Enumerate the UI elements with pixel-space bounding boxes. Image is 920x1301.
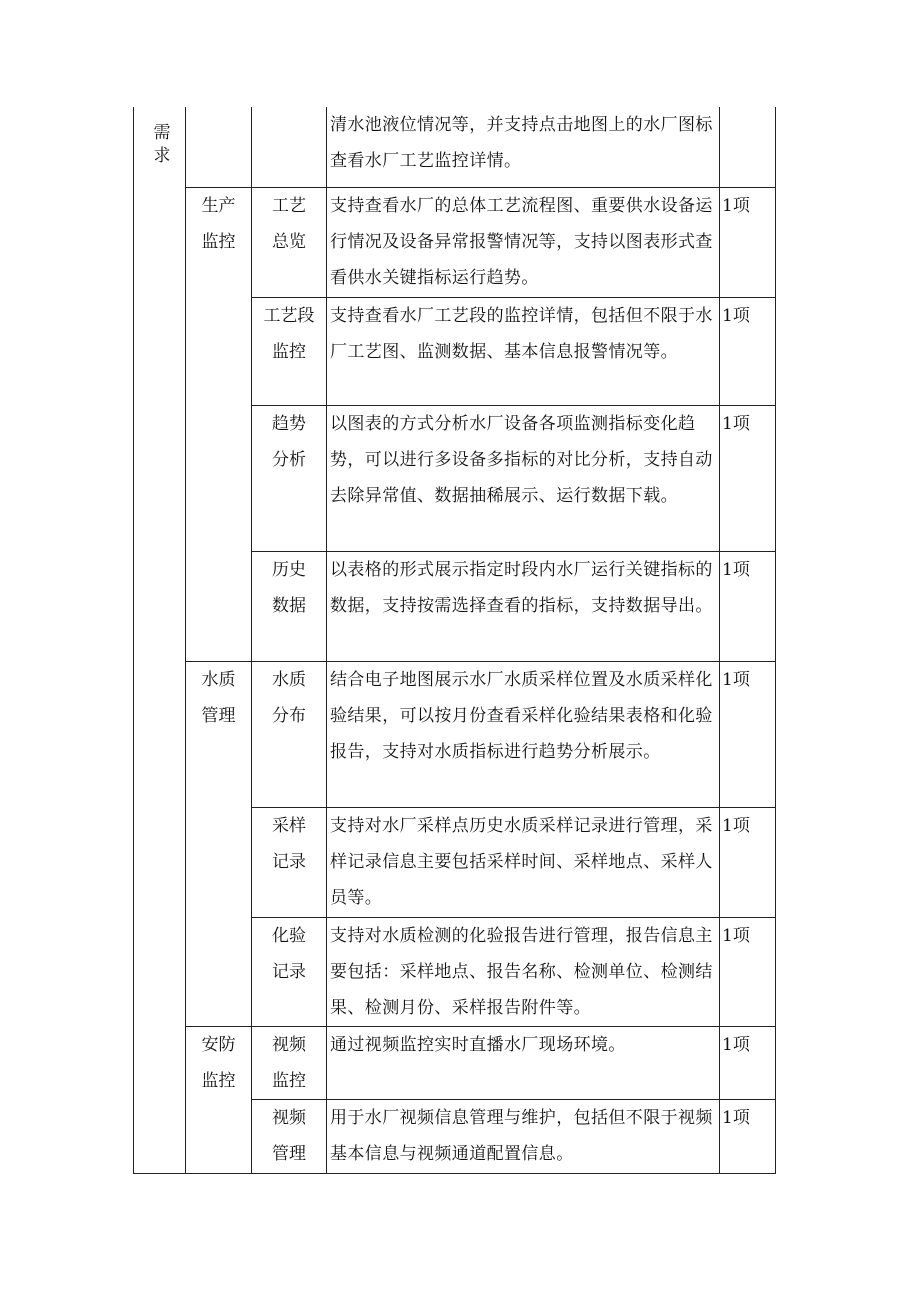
quantity-text: 1项 xyxy=(722,559,750,580)
item-name: 工艺总览 xyxy=(272,195,306,252)
quantity-cell xyxy=(720,1099,776,1173)
item-name-cell xyxy=(252,551,327,661)
quantity-cell xyxy=(720,807,776,917)
description-cell xyxy=(327,107,720,187)
item-name: 趋势分析 xyxy=(272,413,306,470)
item-name: 视频监控 xyxy=(272,1034,306,1091)
item-name-cell xyxy=(252,297,327,405)
description-text: 以表格的形式展示指定时段内水厂运行关键指标的数据，支持按需选择查看的指标，支持数据导出。 xyxy=(330,559,713,616)
description-cell xyxy=(327,297,720,405)
description-cell xyxy=(327,917,720,1026)
description-text: 支持查看水厂的总体工艺流程图、重要供水设备运行情况及设备异常报警情况等，支持以图表形式查看供水关键指标运行趋势。 xyxy=(330,195,713,288)
table-row xyxy=(134,187,776,297)
quantity-cell xyxy=(720,405,776,551)
description-cell xyxy=(327,807,720,917)
item-name-cell xyxy=(252,661,327,807)
group-name: 生产监控 xyxy=(201,195,236,252)
description-text: 支持对水质检测的化验报告进行管理，报告信息主要包括：采样地点、报告名称、检测单位、检测结果、检测月份、采样报告附件等。 xyxy=(330,925,713,1018)
table-row xyxy=(134,661,776,807)
description-cell xyxy=(327,551,720,661)
item-name-cell xyxy=(252,807,327,917)
category-label: 需求 xyxy=(149,123,170,169)
description-text: 以图表的方式分析水厂设备各项监测指标变化趋势，可以进行多设备多指标的对比分析，支持自动去除异常值、数据抽稀展示、运行数据下载。 xyxy=(330,413,713,506)
category-cell xyxy=(134,107,186,1173)
item-cell-empty xyxy=(252,107,327,187)
description-text: 通过视频监控实时直播水厂现场环境。 xyxy=(330,1034,626,1055)
description-cell xyxy=(327,1099,720,1173)
table-row xyxy=(134,1026,776,1099)
description-cell xyxy=(327,1026,720,1099)
group-cell xyxy=(186,661,252,1026)
quantity-cell-empty xyxy=(720,107,776,187)
group-cell xyxy=(186,1026,252,1173)
quantity-text: 1项 xyxy=(722,925,750,946)
description-text: 支持查看水厂工艺段的监控详情，包括但不限于水厂工艺图、监测数据、基本信息报警情况等。 xyxy=(330,305,713,362)
description-text: 结合电子地图展示水厂水质采样位置及水质采样化验结果，可以按月份查看采样化验结果表格和化验报告，支持对水质指标进行趋势分析展示。 xyxy=(330,669,713,762)
item-name: 历史数据 xyxy=(272,559,306,616)
item-name-cell xyxy=(252,917,327,1026)
quantity-cell xyxy=(720,187,776,297)
group-cell xyxy=(186,187,252,661)
requirements-table xyxy=(133,107,776,1174)
description-cell xyxy=(327,187,720,297)
quantity-text: 1项 xyxy=(722,413,750,434)
group-name: 安防监控 xyxy=(201,1034,236,1091)
item-name-cell xyxy=(252,1099,327,1173)
item-name: 水质分布 xyxy=(272,669,306,726)
item-name: 工艺段监控 xyxy=(263,305,315,362)
group-name: 水质管理 xyxy=(201,669,236,726)
quantity-text: 1项 xyxy=(722,1107,750,1128)
table-row xyxy=(134,107,776,187)
description-text: 支持对水厂采样点历史水质采样记录进行管理，采样记录信息主要包括采样时间、采样地点、采样人员等。 xyxy=(330,815,713,908)
item-name-cell xyxy=(252,1026,327,1099)
quantity-cell xyxy=(720,661,776,807)
quantity-cell xyxy=(720,1026,776,1099)
quantity-text: 1项 xyxy=(722,305,750,326)
description-text: 用于水厂视频信息管理与维护，包括但不限于视频基本信息与视频通道配置信息。 xyxy=(330,1107,713,1164)
description-text: 清水池液位情况等，并支持点击地图上的水厂图标查看水厂工艺监控详情。 xyxy=(330,115,713,171)
description-cell xyxy=(327,405,720,551)
item-name: 化验记录 xyxy=(272,925,306,982)
item-name: 视频管理 xyxy=(272,1107,306,1164)
quantity-cell xyxy=(720,551,776,661)
description-cell xyxy=(327,661,720,807)
quantity-text: 1项 xyxy=(722,669,750,690)
quantity-text: 1项 xyxy=(722,195,750,216)
item-name: 采样记录 xyxy=(272,815,306,872)
quantity-text: 1项 xyxy=(722,815,750,836)
quantity-cell xyxy=(720,297,776,405)
quantity-text: 1项 xyxy=(722,1034,750,1055)
item-name-cell xyxy=(252,187,327,297)
item-name-cell xyxy=(252,405,327,551)
quantity-cell xyxy=(720,917,776,1026)
group-cell-empty xyxy=(186,107,252,187)
